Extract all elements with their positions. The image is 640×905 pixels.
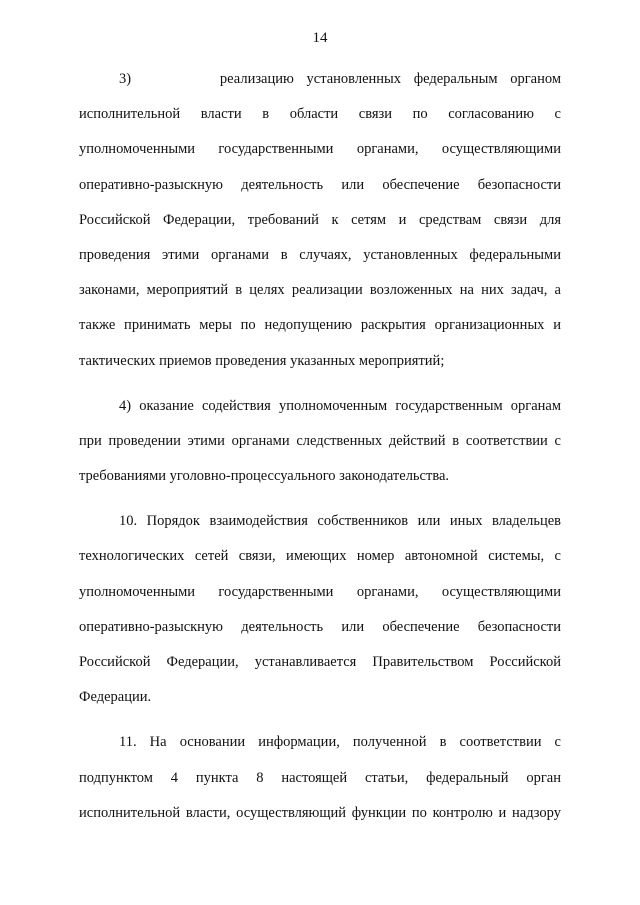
page-number: 14 <box>312 30 328 46</box>
text-line: 10. Порядок взаимодействия собственников или иных владельцев <box>119 513 561 530</box>
text-line: 3) реализацию установленных федеральным органом <box>119 71 561 87</box>
text-line: Федерации. <box>79 689 152 706</box>
paragraph-item-3 <box>79 62 561 379</box>
text-line: при проведении этими органами следственных действий в соответствии с <box>79 432 561 449</box>
paragraph-item-4 <box>79 389 561 495</box>
text-line: тактических приемов проведения указанных мероприятий; <box>79 352 445 369</box>
text-line: исполнительной власти в области связи по согласованию с <box>79 106 561 123</box>
text-line: оперативно-разыскную деятельность или обеспечение безопасности <box>79 176 561 193</box>
paragraph-section-11 <box>79 725 561 831</box>
text-line: также принимать меры по недопущению раскрытия организационных и <box>79 317 561 334</box>
text-line: уполномоченными государственными органами, осуществляющими <box>79 583 561 600</box>
text-line: Российской Федерации, устанавливается Правительством Российской <box>79 654 561 670</box>
document-body <box>79 62 561 831</box>
text-line: исполнительной власти, осуществляющий функции по контролю и надзору <box>79 804 561 821</box>
text-line: технологических сетей связи, имеющих номер автономной системы, с <box>79 548 561 565</box>
text-line: 4) оказание содействия уполномоченным государственным органам <box>119 397 561 414</box>
text-line: Российской Федерации, требований к сетям и средствам связи для <box>79 211 561 228</box>
text-line: подпунктом 4 пункта 8 настоящей статьи, федеральный орган <box>79 769 561 786</box>
text-line: проведения этими органами в случаях, установленных федеральными <box>79 246 561 263</box>
text-line: законами, мероприятий в целях реализации возложенных на них задач, а <box>79 282 561 299</box>
text-line: 11. На основании информации, полученной в соответствии с <box>119 734 561 751</box>
text-line: уполномоченными государственными органами, осуществляющими <box>79 141 561 158</box>
text-line: оперативно-разыскную деятельность или обеспечение безопасности <box>79 618 561 635</box>
text-line: требованиями уголовно-процессуального законодательства. <box>79 468 450 485</box>
paragraph-section-10 <box>79 504 561 715</box>
